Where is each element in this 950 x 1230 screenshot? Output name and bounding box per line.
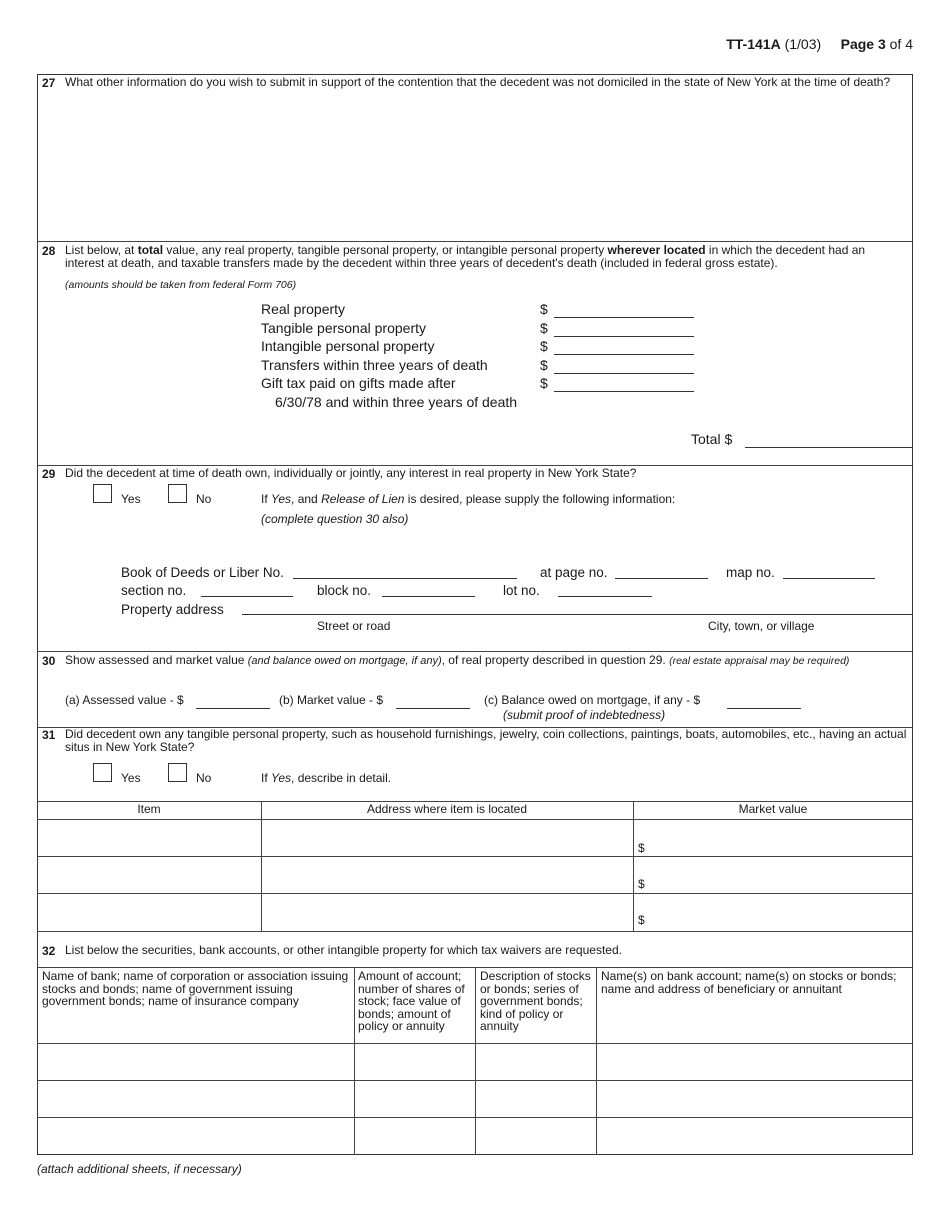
dollar-sign: $	[540, 320, 548, 336]
q28-item-transfers: Transfers within three years of death	[261, 357, 488, 373]
q32-text: List below the securities, bank accounts, or other intangible property for which tax waivers are requested.	[65, 943, 622, 957]
q30-market-label: (b) Market value - $	[279, 693, 384, 707]
q31-table-col-line	[633, 801, 634, 932]
q29-section-field[interactable]	[201, 596, 293, 597]
q32-table-col-line	[596, 967, 597, 1155]
q28-text-bold: total	[137, 243, 164, 257]
q32-table-row-line	[37, 1117, 913, 1118]
q28-total-label: Total $	[691, 431, 733, 447]
dollar-sign: $	[540, 375, 548, 391]
q31-row2-dollar: $	[638, 877, 645, 891]
q30-balance-label: (c) Balance owed on mortgage, if any - $	[484, 693, 701, 707]
q31-if-part: If	[261, 771, 272, 785]
q32-col-names: Name(s) on bank account; name(s) on stocks or bonds; name and address of beneficiary or annuitant	[601, 969, 897, 996]
q32-table-row-line	[37, 1043, 913, 1044]
q32-col-description: Description of stocks or bonds; series of government bonds; kind of policy or annuity	[480, 969, 591, 1033]
q29-address-label: Property address	[121, 602, 224, 617]
q28-item-gift-tax: Gift tax paid on gifts made after	[261, 375, 456, 391]
q31-table-row-line	[37, 931, 913, 932]
q31-col-item: Item	[137, 802, 161, 816]
q32-table-col-line	[475, 967, 476, 1155]
q28-number: 28	[42, 244, 56, 258]
q28-text-part: List below, at	[65, 243, 138, 257]
q30-market-field[interactable]	[396, 708, 470, 709]
q29-city-label: City, town, or village	[708, 619, 815, 633]
divider	[37, 651, 913, 652]
q31-row1-dollar: $	[638, 841, 645, 855]
q31-if-italic: Yes	[271, 771, 292, 785]
q29-street-label: Street or road	[317, 619, 391, 633]
form-id: TT-141A	[726, 36, 781, 52]
q29-map-field[interactable]	[783, 578, 875, 579]
q28-item-tangible: Tangible personal property	[261, 320, 426, 336]
q32-number: 32	[42, 944, 56, 958]
q29-page-field[interactable]	[615, 578, 708, 579]
q29-book-label: Book of Deeds or Liber No.	[121, 565, 284, 580]
q29-if-yes-text	[261, 492, 675, 506]
q30-text-part: , of real property described in question 29.	[441, 653, 670, 667]
q31-row3-dollar: $	[638, 913, 645, 927]
dollar-sign: $	[540, 338, 548, 354]
q31-col-value: Market value	[738, 802, 808, 816]
q31-text: Did decedent own any tangible personal property, such as household furnishings, jewelry, coin collections, paintings, boats, automobiles, etc., having an actual situs in New York State?	[65, 727, 907, 754]
q31-yes-checkbox[interactable]	[93, 763, 112, 782]
q27-text: What other information do you wish to submit in support of the contention that the decedent was not domiciled in the state of New York at the time of death?	[65, 75, 891, 89]
q28-gift-tax-field[interactable]	[554, 391, 694, 392]
dollar-sign: $	[540, 357, 548, 373]
q28-text-part: value, any real property, tangible personal property, or intangible personal property	[163, 243, 608, 257]
q29-if-italic: Release of Lien	[321, 492, 405, 506]
q28-real-field[interactable]	[554, 317, 694, 318]
q30-proof-note: (submit proof of indebtedness)	[503, 708, 666, 722]
q29-section-label: section no.	[121, 583, 187, 598]
q31-col-address: Address where item is located	[366, 802, 528, 816]
q29-if-part: If	[261, 492, 272, 506]
q29-lot-label: lot no.	[503, 583, 540, 598]
q30-text-italic: (and balance owed on mortgage, if any)	[247, 655, 442, 667]
q29-block-field[interactable]	[382, 596, 475, 597]
dollar-sign: $	[540, 301, 548, 317]
q28-item-real: Real property	[261, 301, 346, 317]
q29-if-part: is desired, please supply the following information:	[404, 492, 676, 506]
page-label: Page 3	[840, 36, 886, 52]
q29-lot-field[interactable]	[558, 596, 652, 597]
q31-if-part: , describe in detail.	[291, 771, 392, 785]
q28-item-gift-tax-cont: 6/30/78 and within three years of death	[275, 394, 518, 410]
divider	[37, 241, 913, 242]
q29-book-field[interactable]	[293, 578, 517, 579]
q30-number: 30	[42, 654, 56, 668]
q28-text	[65, 244, 905, 270]
q29-address-field[interactable]	[242, 614, 913, 615]
q31-table-col-line	[261, 801, 262, 932]
q29-no-checkbox[interactable]	[168, 484, 187, 503]
q29-yes-checkbox[interactable]	[93, 484, 112, 503]
q27-number: 27	[42, 76, 56, 90]
q31-if-yes-text	[261, 771, 391, 785]
q30-text	[65, 654, 855, 668]
q28-item-intangible: Intangible personal property	[261, 338, 435, 354]
q32-col-amount: Amount of account; number of shares of stock; face value of bonds; amount of policy or annuity	[358, 969, 465, 1033]
q29-note: (complete question 30 also)	[261, 512, 409, 526]
q28-transfers-field[interactable]	[554, 373, 694, 374]
q31-table-row-line	[37, 893, 913, 894]
q32-table-row-line	[37, 1080, 913, 1081]
q28-note: (amounts should be taken from federal Form 706)	[65, 279, 297, 291]
q28-text-bold: wherever located	[607, 243, 706, 257]
q30-text-italic: (real estate appraisal may be required)	[669, 655, 850, 667]
q29-no-label: No	[196, 492, 212, 506]
q31-table-row-line	[37, 856, 913, 857]
q28-intangible-field[interactable]	[554, 354, 694, 355]
q29-block-label: block no.	[317, 583, 372, 598]
q31-no-label: No	[196, 771, 212, 785]
q28-tangible-field[interactable]	[554, 336, 694, 337]
q28-total-field[interactable]	[745, 447, 913, 448]
q29-if-part: , and	[291, 492, 322, 506]
page-total: of 4	[889, 36, 913, 52]
q29-map-label: map no.	[726, 565, 775, 580]
q30-text-part: Show assessed and market value	[65, 653, 248, 667]
q29-if-italic: Yes	[271, 492, 292, 506]
footer-note: (attach additional sheets, if necessary)	[37, 1162, 242, 1176]
q30-assessed-field[interactable]	[196, 708, 270, 709]
q32-table-col-line	[354, 967, 355, 1155]
form-header	[726, 36, 913, 52]
q28-text-part: in which the decedent had an interest at death, and taxable transfers made by the decedent within three years of decedent's death (included in federal gross estate).	[65, 243, 866, 270]
q29-number: 29	[42, 467, 56, 481]
q27-answer-area[interactable]	[40, 104, 910, 238]
q32-col-bank: Name of bank; name of corporation or association issuing stocks and bonds; name of government issuing government bonds; name of insurance company	[42, 969, 349, 1008]
q30-assessed-label: (a) Assessed value - $	[65, 693, 184, 707]
q31-table-header-line	[37, 819, 913, 820]
q29-page-label: at page no.	[540, 565, 608, 580]
q29-text: Did the decedent at time of death own, individually or jointly, any interest in real property in New York State?	[65, 466, 637, 480]
q30-balance-field[interactable]	[727, 708, 801, 709]
q31-no-checkbox[interactable]	[168, 763, 187, 782]
q29-yes-label: Yes	[121, 492, 141, 506]
q31-yes-label: Yes	[121, 771, 141, 785]
form-revision: (1/03)	[784, 36, 822, 52]
q31-number: 31	[42, 728, 56, 742]
